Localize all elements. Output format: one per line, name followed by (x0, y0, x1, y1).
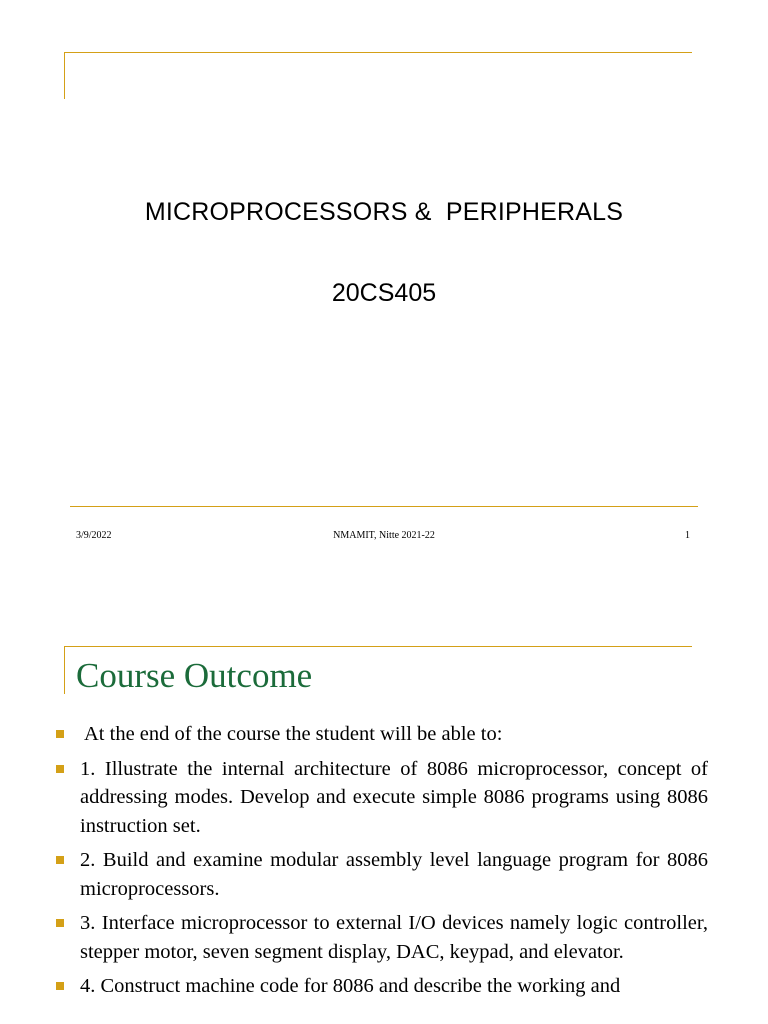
slide-title: MICROPROCESSORS & PERIPHERALS (144, 198, 624, 226)
list-item-text: 2. Build and examine modular assembly level language program for 8086 microprocessors. (80, 849, 708, 900)
list-item (52, 755, 708, 841)
list-item-text: 4. Construct machine code for 8086 and describe the working and (80, 975, 621, 997)
list-item (52, 909, 708, 966)
bullet-square-icon (56, 919, 64, 927)
list-item (52, 846, 708, 903)
footer-page-number: 1 (685, 530, 690, 541)
list-item-text: At the end of the course the student will be able to: (80, 723, 503, 745)
list-item-text: 3. Interface microprocessor to external I/O devices namely logic controller, stepper motor, seven segment display, DAC, keypad, and elevator. (80, 912, 708, 963)
corner-line-top (64, 52, 692, 53)
bullet-square-icon (56, 856, 64, 864)
footer-date: 3/9/2022 (76, 530, 112, 541)
corner-line-top (64, 646, 692, 647)
list-item (52, 972, 708, 1001)
bullet-list (52, 720, 708, 1007)
slide-2 (0, 590, 768, 1024)
corner-line-left (64, 52, 65, 99)
bullet-square-icon (56, 730, 64, 738)
course-code: 20CS405 (331, 279, 437, 307)
bullet-square-icon (56, 982, 64, 990)
list-item-text: 1. Illustrate the internal architecture of 8086 microprocessor, concept of addressing modes. Develop and execute simple 8086 programs using 8086 instruction set. (80, 757, 708, 837)
list-item (52, 720, 708, 749)
corner-line-left (64, 646, 65, 694)
slide-heading: Course Outcome (76, 656, 313, 695)
bullet-square-icon (56, 765, 64, 773)
footer-institution: NMAMIT, Nitte 2021-22 (333, 530, 435, 541)
footer-divider (70, 506, 698, 507)
